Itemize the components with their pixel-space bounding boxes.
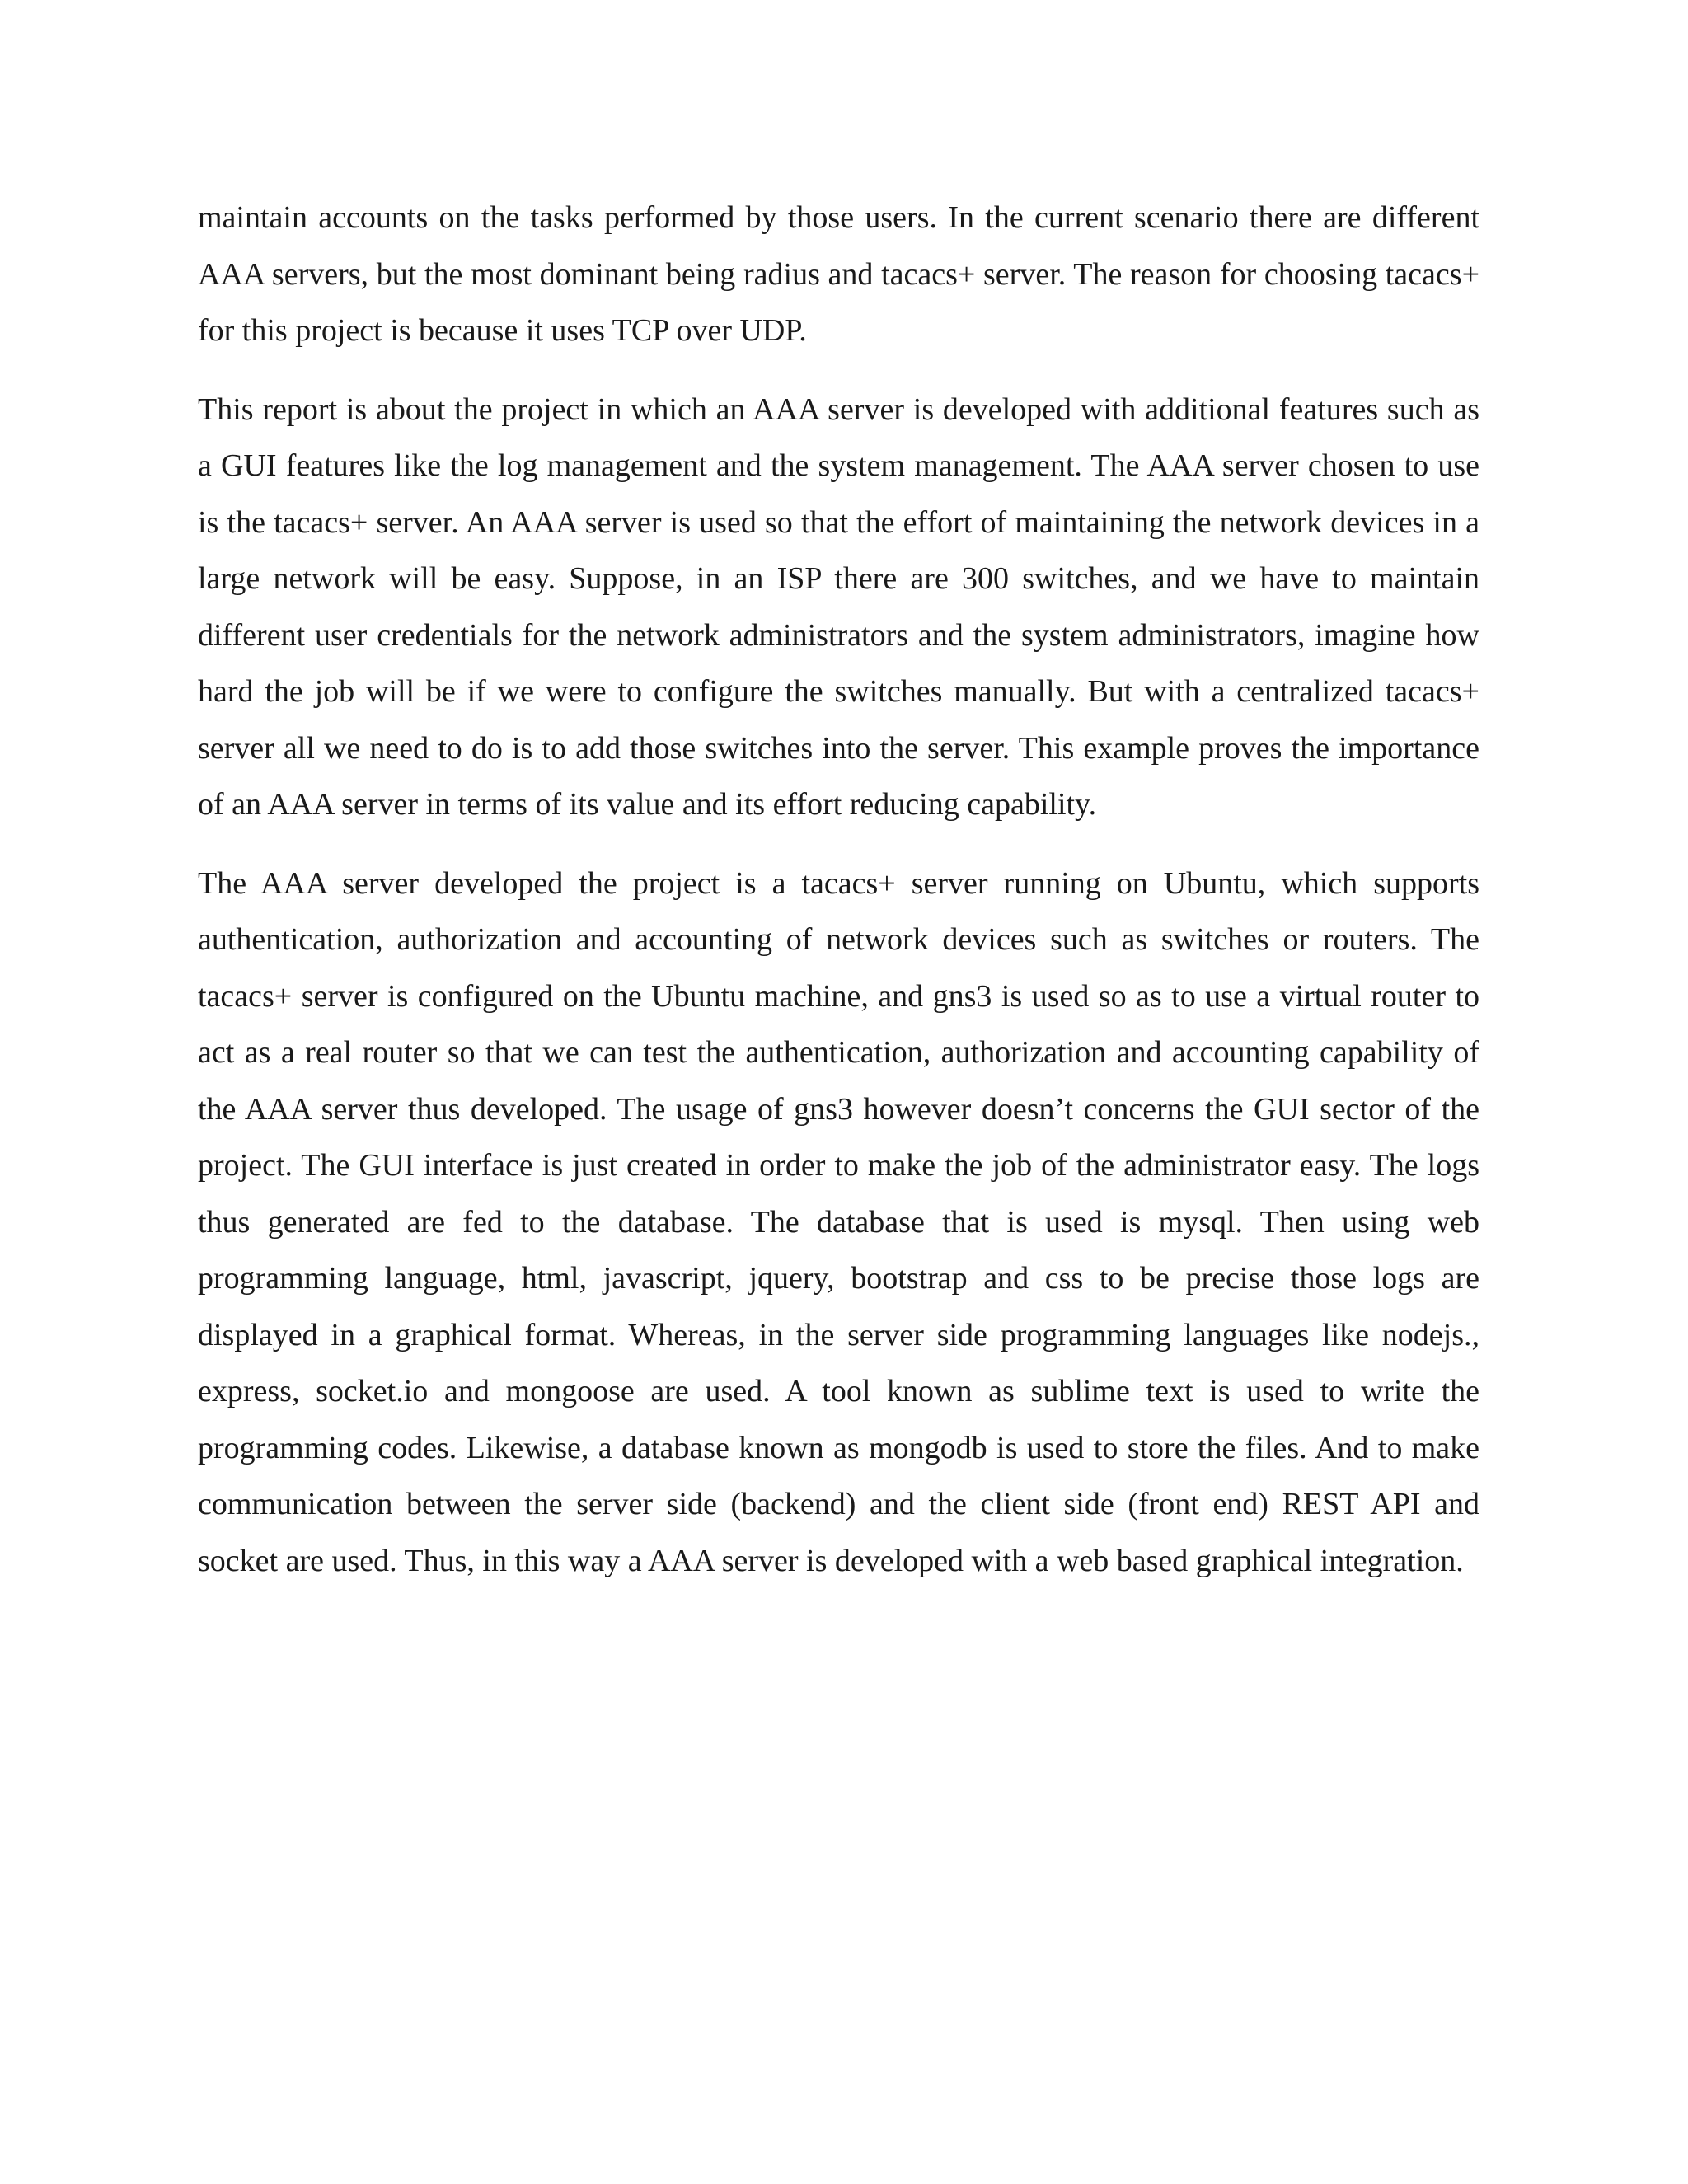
document-body: [198, 190, 1479, 1611]
paragraph-aaa-intro: maintain accounts on the tasks performed by those users. In the current scenario there are different AAA servers, but the most dominant being radius and tacacs+ server. The reason for choosing tacacs+ for this project is because it uses TCP over UDP.: [198, 200, 1479, 348]
paragraph-implementation-details: The AAA server developed the project is a tacacs+ server running on Ubuntu, which supports authentication, authorization and accounting of network devices such as switches or routers. The tacacs+ server is configured on the Ubuntu machine, and gns3 is used so as to use a virtual router to act as a real router so that we can test the authentication, authorization and accounting capability of the AAA server thus developed. The usage of gns3 however doesn’t concerns the GUI sector of the project. The GUI interface is just created in order to make the job of the administrator easy. The logs thus generated are fed to the database. The database that is used is mysql. Then using web programming language, html, javascript, jquery, bootstrap and css to be precise those logs are displayed in a graphical format. Whereas, in the server side programming languages like nodejs., express, socket.io and mongoose are used. A tool known as sublime text is used to write the programming codes. Likewise, a database known as mongodb is used to store the files. And to make communication between the server side (backend) and the client side (front end) REST API and socket are used. Thus, in this way a AAA server is developed with a web based graphical integration.: [198, 865, 1479, 1578]
paragraph-report-overview: This report is about the project in which an AAA server is developed with additional features such as a GUI features like the log management and the system management. The AAA server chosen to use is the tacacs+ server. An AAA server is used so that the effort of maintaining the network devices in a large network will be easy. Suppose, in an ISP there are 300 switches, and we have to maintain different user credentials for the network administrators and the system administrators, imagine how hard the job will be if we were to configure the switches manually. But with a centralized tacacs+ server all we need to do is to add those switches into the server. This example proves the importance of an AAA server in terms of its value and its effort reducing capability.: [198, 391, 1479, 822]
